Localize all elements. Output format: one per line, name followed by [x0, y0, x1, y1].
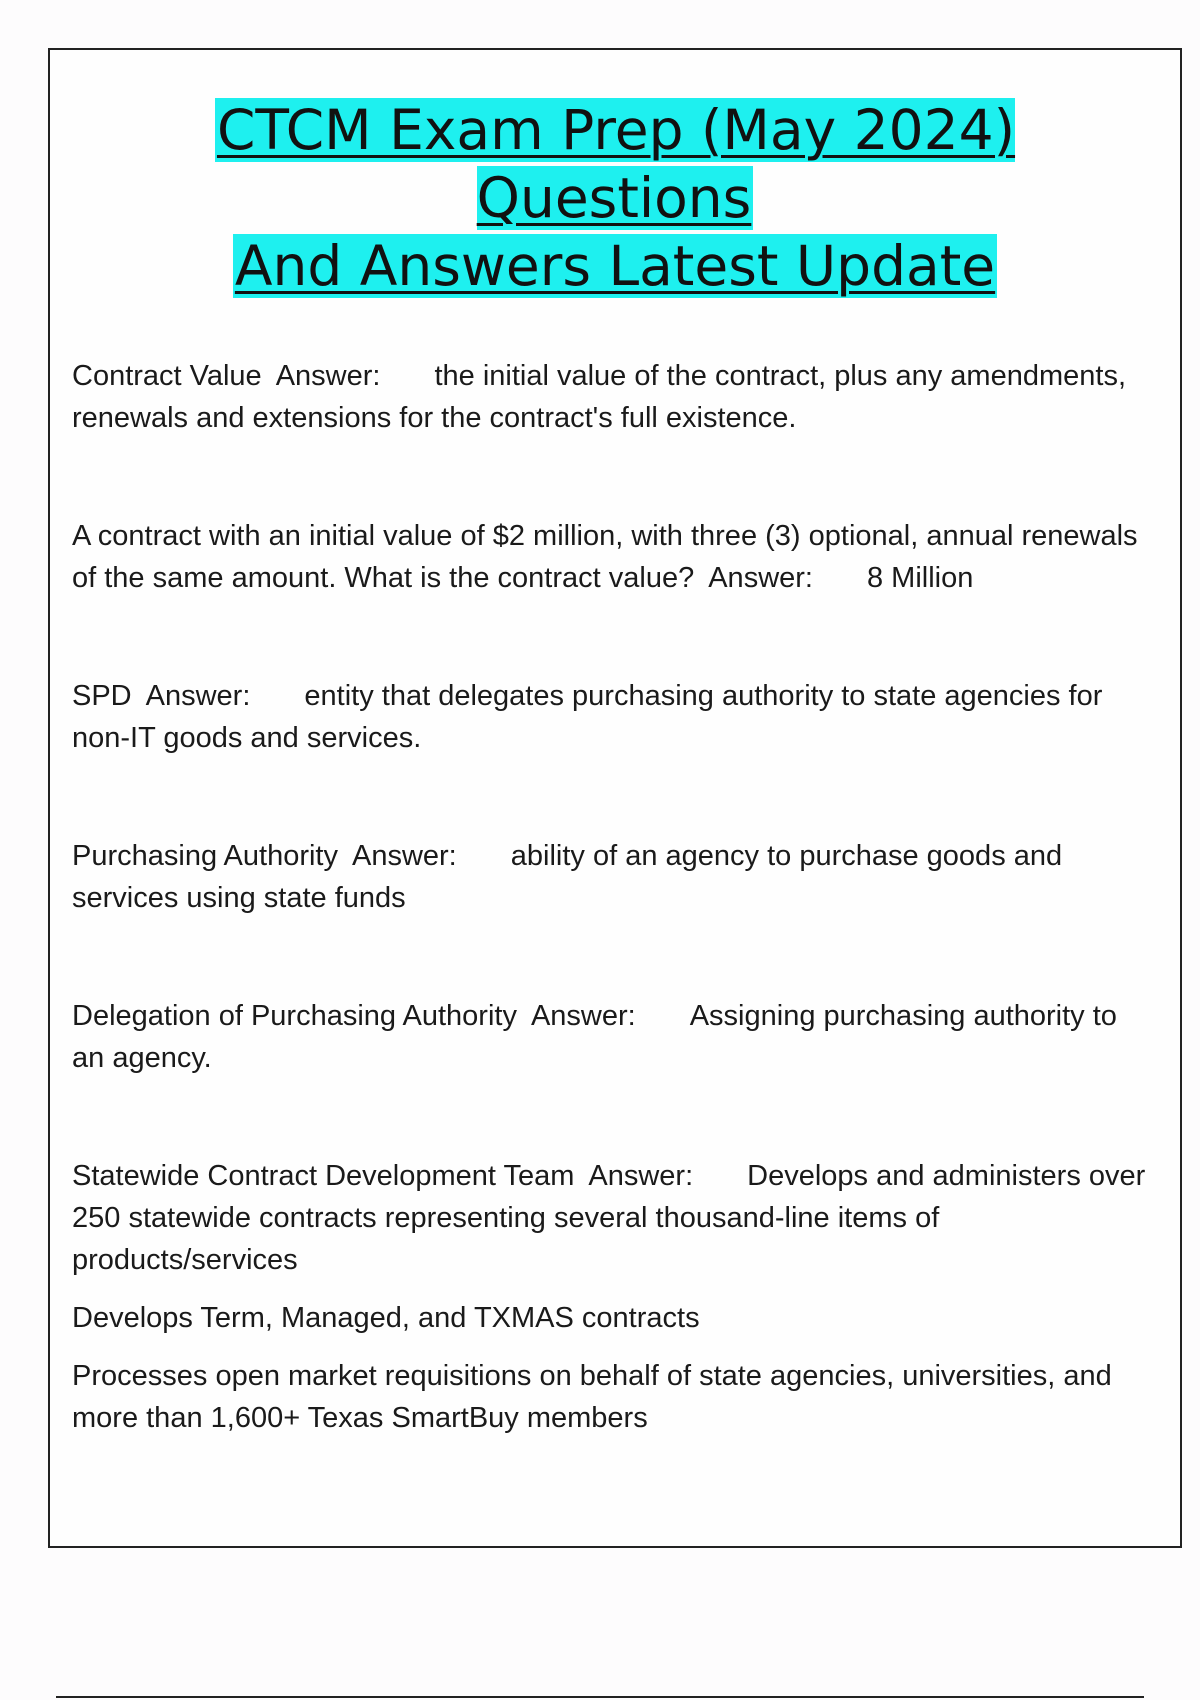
answer-label: Answer: — [530, 1000, 636, 1032]
title-line-2: And Answers Latest Update — [234, 234, 996, 298]
qa-term: Statewide Contract Development Team — [72, 1160, 575, 1192]
qa-item-statewide-team — [72, 1155, 1152, 1281]
qa-item-contract-value — [72, 355, 1152, 439]
qa-item-contract-value-question — [72, 515, 1152, 599]
qa-answer: entity that delegates purchasing authority to state agencies for non-IT goods and services. — [72, 680, 1111, 754]
qa-answer: 8 Million — [866, 562, 974, 594]
qa-extra-line: Develops Term, Managed, and TXMAS contracts — [72, 1302, 700, 1334]
answer-label: Answer: — [145, 680, 251, 712]
document-title — [70, 96, 1160, 300]
qa-term: Contract Value — [72, 360, 262, 392]
qa-answer: the initial value of the contract, plus any amendments, renewals and extensions for the contract's full existence. — [72, 360, 1135, 434]
qa-extra-line: Processes open market requisitions on behalf of state agencies, universities, and more than 1,600+ Texas SmartBuy members — [72, 1360, 1112, 1434]
qa-term: Delegation of Purchasing Authority — [72, 1000, 517, 1032]
title-line-1: CTCM Exam Prep (May 2024) Questions — [216, 98, 1016, 230]
qa-answer: ability of an agency to purchase goods and services using state funds — [72, 840, 1071, 914]
qa-answer: Assigning purchasing authority to an agency. — [72, 1000, 1125, 1074]
answer-label: Answer: — [275, 360, 381, 392]
answer-label: Answer: — [588, 1160, 694, 1192]
qa-item-delegation — [72, 995, 1152, 1079]
qa-item-spd — [72, 675, 1152, 759]
answer-label: Answer: — [351, 840, 457, 872]
footer-rule — [56, 1696, 1144, 1698]
qa-term: SPD — [72, 680, 132, 712]
qa-term: Purchasing Authority — [72, 840, 338, 872]
qa-item-purchasing-authority — [72, 835, 1152, 919]
qa-list — [72, 355, 1152, 1439]
answer-label: Answer: — [708, 562, 813, 594]
document-page — [48, 48, 1182, 1548]
qa-answer: Develops and administers over 250 statewide contracts representing several thousand-line items of products/services — [72, 1160, 1154, 1276]
qa-term: A contract with an initial value of $2 million, with three (3) optional, annual renewals of the same amount. What is the contract value? — [72, 520, 1146, 594]
